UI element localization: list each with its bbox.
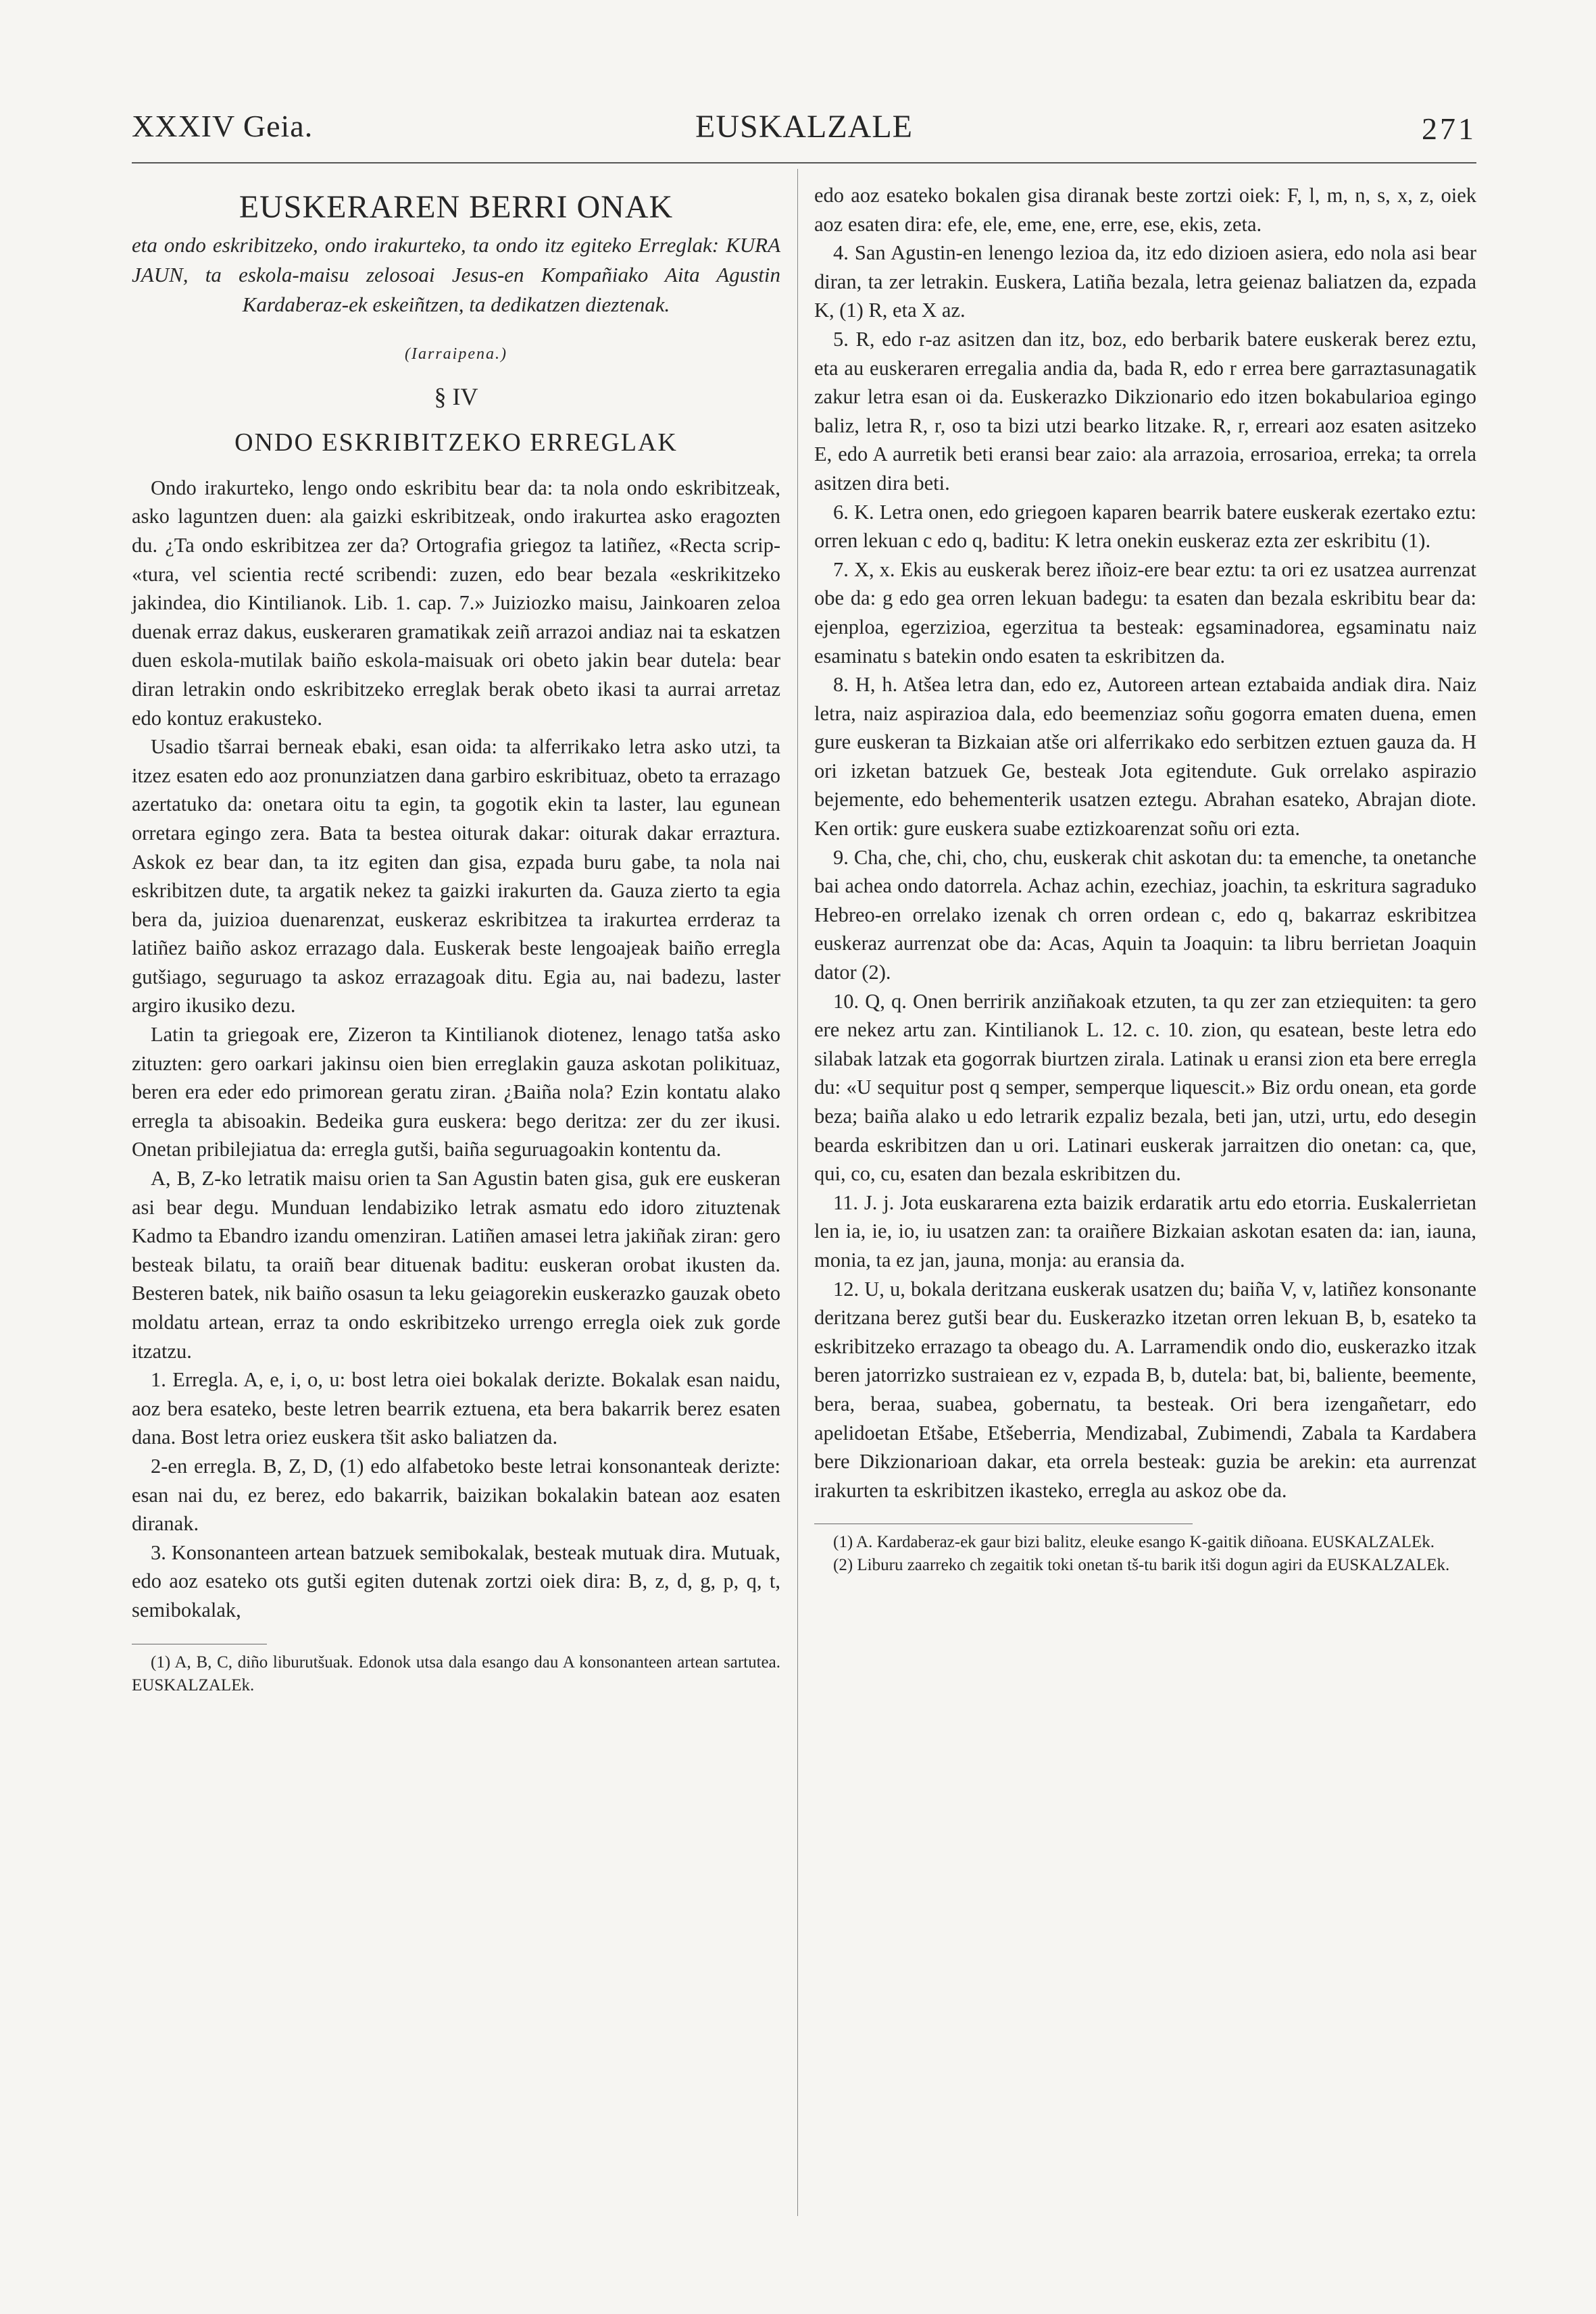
paragraph: 4. San Agustin-en lenengo lezioa da, itz edo dizioen asiera, edo nola asi bear diran, ta zer letrakin. Euskera, Latiña bezala, letra geienaz baliatzen da, ezpada K, (1) R, eta X az. — [814, 241, 1476, 322]
paragraph: 12. U, u, bokala deritzana euskerak usatzen du; baiña V, v, latiñez konsonante deritzana berez gutši bear du. Euskerazko itzetan orren lekuan B, b, esateko ta eskribitzeko errazago ta obeago du. A. Larramendik ondo dio, euskerazko itzak beren jatorrizko sustraiean ez v, ezpada B, b, dutela: bat, bi, baliente, beemente, bera, beraa, suabea, gobernatu, ta besteak. Ori bera izengañetarr, edo apelidoetan Etšabe, Etšeberria, Mendizabal, Zubimendi, Zabala ta Kardabera bere Dikzionarioan dakar, eta orrela besteak: guzia be arekin: eta aurrenzat irakurten ta eskribitzen ikasteko, erregla au askoz obe da. — [814, 1277, 1476, 1502]
paragraph: 8. H, h. Atšea letra dan, edo ez, Autoreen artean eztabaida andiak dira. Naiz letra, naiz aspirazioa dala, edo beemenziaz soñu gogorra ematen duena, emen gure euskeran ta Bizkaian atše ori alferrikako edo serbitzen eztuen gauza da. H ori izketan batzuek Ge, besteak Jota egitendute. Guk orrelako aspirazio bejemente, edo behementerik usatzen eztegu. Abrahan esateko, Abrajan diote. Ken ortik: gure euskera suabe eztizkoarenzat soñu ori ezta. — [814, 673, 1476, 840]
issue-label: XXXIV Geia. — [132, 109, 314, 143]
running-header — [132, 101, 1476, 149]
right-column — [814, 181, 1476, 1577]
paragraph: edo aoz esateko bokalen gisa diranak beste zortzi oiek: F, l, m, n, s, x, z, oiek aoz esaten dira: efe, ele, eme, ene, erre, ese, ekis, zeta. — [814, 184, 1476, 236]
paragraph: 3. Konsonanteen artean batzuek semibokalak, besteak mutuak dira. Mutuak, edo aoz esateko ots gutši egiten dutenak zortzi oiek dira: B, z, d, g, p, q, t, semibokalak, — [132, 1540, 780, 1621]
paragraph: Ondo irakurteko, lengo ondo eskribitu bear da: ta nola ondo eskribitzeak, asko laguntzen duen: ala gaizki eskribitzeak, ondo irakurtea asko eragozten du. ¿Ta ondo eskribitzea zer da? Ortografia griegoz ta latiñez, «Recta scrip- «tura, vel scientia recté scribendi: zuzen, edo bear bezala «eskrikitzeko jakindea, dio Kintilianok. Lib. 1. cap. 7.» Juiziozko maisu, Jainkoaren zeloa duenak erraz dakus, euskeraren gramatikak zeiñ arrazoi andiaz nai ta eskatzen duen eskola-mutilak baiño eskola-maisuak ori obeto jakin bear dutela: bear diran letrakin ondo eskribitzeko erreglak berak obeto ikasi ta aurrai arretaz edo kontuz erakusteko. — [132, 476, 780, 730]
paragraph: 2-en erregla. B, Z, D, (1) edo alfabetoko beste letrai konsonanteak derizte: esan nai du, ez berez, edo bakarrik, baizikan bokalakin batean aoz esaten diranak. — [132, 1454, 780, 1536]
paragraph: 9. Cha, che, chi, cho, chu, euskerak chit askotan du: ta emenche, ta onetanche bai achea ondo datorrela. Achaz achin, ezechiaz, joachin, ta eskritura sagraduko Hebreo-en orrelako izenak ch orren ordean c, edo q, bakarraz eskribitzea euskeraz aurrenzat obe da: Acas, Aquin ta Joaquin: ta libru berrietan Joaquin dator (2). — [814, 845, 1476, 984]
paragraph: 5. R, edo r-az asitzen dan itz, boz, edo berbarik batere euskerak berez eztu, eta au euskeraren erregalia andia da, bada R, edo r errea bere garraztasunagatik zakur letra esan oi da. Euskerazko Dikzionario edo itzen bokabularioa egingo baliz, letra R, r, oso ta bizi utzi bearko litzake. R, r, erreari aoz esaten asitzeko E, edo A aurretik beti eransi bear zaio: ala arrazoia, errosarioa, erreka; ta orrela asitzen dira beti. — [814, 327, 1476, 495]
section-title: ONDO ESKRIBITZEKO ERREGLAK — [234, 428, 678, 457]
paragraph: 7. X, x. Ekis au euskerak berez iñoiz-ere bear eztu: ta ori ez usatzea aurrenzat obe da: g edo gea orren lekuan badegu: ta esaten dan bezala eskribitu bear da: ejenploa, egerzizioa, egerzitua ta besteak: egsaminadorea, egsaminatu naiz esaminatu s batekin ondo esaten ta eskribitzen da. — [814, 557, 1476, 668]
page-number: 271 — [1422, 111, 1476, 146]
paragraph: 1. Erregla. A, e, i, o, u: bost letra oiei bokalak derizte. Bokalak esan naidu, aoz bera esateko, beste letren bearrik eztuena, eta bera bakarrik berez esaten dana. Bost letra oriez euskera tšit asko baliatzen da. — [132, 1368, 780, 1449]
paragraph: 11. J. j. Jota euskararena ezta baizik erdaratik artu edo etorria. Euskalerrietan len ia, ie, io, iu usatzen zan: ta oraiñere Bizkaian askotan esaten da: ian, iauna, monia, ta ez jan, jauna, monja: au eransia da. — [814, 1190, 1476, 1272]
column-divider — [797, 169, 798, 2216]
paragraph: A, B, Z-ko letratik maisu orien ta San Agustin baten gisa, guk ere euskeran asi bear degu. Munduan lendabiziko letrak asmatu edo idoro zituztenak Kadmo ta Ebandro izandu omenziran. Latiñen amasei letra jakiñak ziran: gero besteak bilatu, ta oraiñ bear dituenak baditu: euskeran orobat ikusten da. Besteren batek, nik baiño osasun ta leku geiagorekin euskerazko gauzak obeto moldatu artean, erraz ta ondo eskribitzeko urrengo erregla oiek zuk gorde itzatzu. — [132, 1167, 780, 1363]
paragraph: Usadio tšarrai berneak ebaki, esan oida: ta alferrikako letra asko utzi, ta itzez esaten edo aoz pronunziatzen dana garbiro eskribituaz, obeto ta errazago azertatuko da: onetara oitu ta egin, ta gogotik ekin ta laster, lau egunean orretara egingo zera. Bata ta bestea oiturak dakar: oiturak dakar erraztura. Askok ez bear dan, ta itz egiten dan gisa, ezpada buru gabe, ta nola nai eskribitzen dute, ta argatik nekez ta gaizki irakurten da. Gauza zierto ta egia bera da, juizioa duenarenzat, euskeraz eskribitzea ta irakurtea errderaz ta latiñez baiño askoz errazago dala. Euskerak beste lengoajeak baiño erregla gutšiago, seguruago ta askoz errazagoak ditu. Egia au, nai badezu, laster argiro ikusiko dezu. — [132, 735, 780, 1017]
article-subtitle: eta ondo eskribitzeko, ondo irakurteko, ta ondo itz egiteko Erreglak: KURA JAUN, ta eskola-maisu zelosoai Jesus-en Kompañiako Aita Agustin Kardaberaz-ek eskeiñtzen, ta dedikatzen dieztenak. — [132, 233, 780, 316]
paragraph: 10. Q, q. Onen berririk anziñakoak etzuten, ta qu zer zan etziequiten: ta gero ere nekez artu zan. Kintilianok L. 12. c. 10. zion, qu esatean, beste letra edo silabak latzak eta gogorrak biurtzen zirala. Latinak u eransi zion eta bere erregla du: «U sequitur post q semper, semperque liquescit.» Biz ordu onean, eta gorde beza; baiña alako u edo letrarik ezpaliz bezala, beti jan, utzi, urtu, edo desegin bearda eskribitzen dan u ori. Latinari euskerak jarraitzen dio onetan: ca, que, qui, co, cu, esaten dan bezala eskribitzen du. — [814, 989, 1476, 1186]
article-title: EUSKERAREN BERRI ONAK — [239, 189, 674, 225]
header-rule — [132, 162, 1476, 164]
section-number: § IV — [434, 382, 478, 410]
footnote-text: (1) A. Kardaberaz-ek gaur bizi balitz, eleuke esango K-gaitik diñoana. EUSKALZALEk. — [833, 1533, 1435, 1552]
footnote-text: (1) A, B, C, diño liburutšuak. Edonok utsa dala esango dau A konsonanteen artean sartutea. EUSKALZALEk. — [132, 1653, 780, 1694]
footnotes — [814, 1531, 1476, 1577]
footnote — [132, 1651, 780, 1697]
paragraph: 6. K. Letra onen, edo griegoen kaparen bearrik batere euskerak ezertako eztu: orren lekuan c edo q, baditu: K letra onekin euskeraz ezta zer eskribitu (1). — [814, 500, 1476, 553]
paragraph: Latin ta griegoak ere, Zizeron ta Kintilianok diotenez, lenago tatša asko zituzten: gero oarkari jakinsu oien bien erreglakin gauza askotan polikituaz, beren era eder edo primorean geratu ziran. ¿Baiña nola? Ezin kontatu alako erregla ta abisoakin. Bedeika gura euskera: bego deritza: zer du zer ikusi. Onetan pribilejiatua da: erregla gutši, baiña seguruagoakin kontentu da. — [132, 1023, 780, 1161]
journal-title: EUSKALZALE — [695, 109, 913, 145]
continued-note: (Iarraipena.) — [405, 345, 507, 363]
footnote-text: (2) Liburu zaarreko ch zegaitik toki onetan tš-tu barik itši dogun agiri da EUSKALZALEk. — [833, 1556, 1450, 1575]
left-column — [132, 179, 780, 1697]
